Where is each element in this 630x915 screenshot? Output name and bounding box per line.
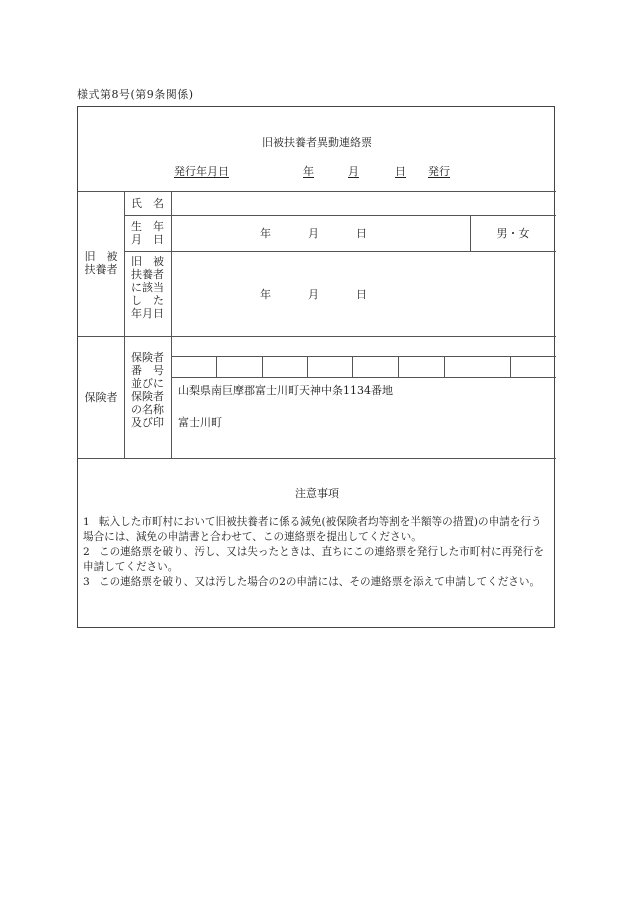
number-cell-divider [398,356,399,377]
dependent-section-label: 旧 被 扶養者 [84,250,118,276]
eligible-day-unit: 日 [356,288,367,301]
number-cell-divider [307,356,308,377]
issue-suffix: 発行 [428,165,450,178]
divider [171,191,172,458]
birth-year-unit: 年 [260,227,271,240]
divider [171,356,556,357]
birth-label: 生 年 月 日 [131,220,164,246]
birth-month-unit: 月 [308,227,319,240]
eligible-date-label: 旧 被 扶養者 に該当 し た 年月日 [131,255,164,320]
divider [171,377,556,378]
note-item: 1 転入した市町村において旧被扶養者に係る減免(被保険者均等割を半額等の措置)の申請を行う場合には、減免の申請書と合わせて、この連絡票を提出してください。 [83,516,542,543]
number-cell-divider [444,356,445,377]
note-item: 2 この連絡票を破り、汚し、又は失ったときは、直ちにこの連絡票を発行した市町村に再発行を申請してください。 [83,546,544,573]
divider [78,458,556,459]
issue-day-unit: 日 [395,165,406,178]
divider [124,215,556,216]
notes-title: 注意事項 [295,487,339,500]
issue-year-unit: 年 [303,165,314,178]
insurer-section-label: 保険者 [84,391,118,404]
number-cell-divider [262,356,263,377]
issue-date-label: 発行年月日 [174,165,229,178]
insurer-address: 山梨県南巨摩郡富士川町天神中条1134番地 [178,384,393,397]
divider [124,251,556,252]
birth-day-unit: 日 [356,227,367,240]
form-number: 様式第8号(第9条関係) [77,88,194,101]
contact-form [77,106,555,628]
issue-date [174,165,450,178]
form-title: 旧被扶養者異動連絡票 [262,136,372,149]
insurer-number-label: 保険者 番 号 並びに 保険者 の名称 及び印 [131,351,164,429]
name-label: 氏 名 [131,197,164,210]
number-cell-divider [216,356,217,377]
divider [78,191,556,192]
number-cell-divider [510,356,511,377]
eligible-year-unit: 年 [260,288,271,301]
note-item: 3 この連絡票を破り、又は汚した場合の2の申請には、その連絡票を添えて申請してください。 [83,576,541,588]
issue-month-unit: 月 [348,165,359,178]
number-cell-divider [352,356,353,377]
sex-field: 男・女 [496,227,530,240]
eligible-month-unit: 月 [308,288,319,301]
insurer-name: 富士川町 [178,416,222,429]
divider [78,336,556,337]
